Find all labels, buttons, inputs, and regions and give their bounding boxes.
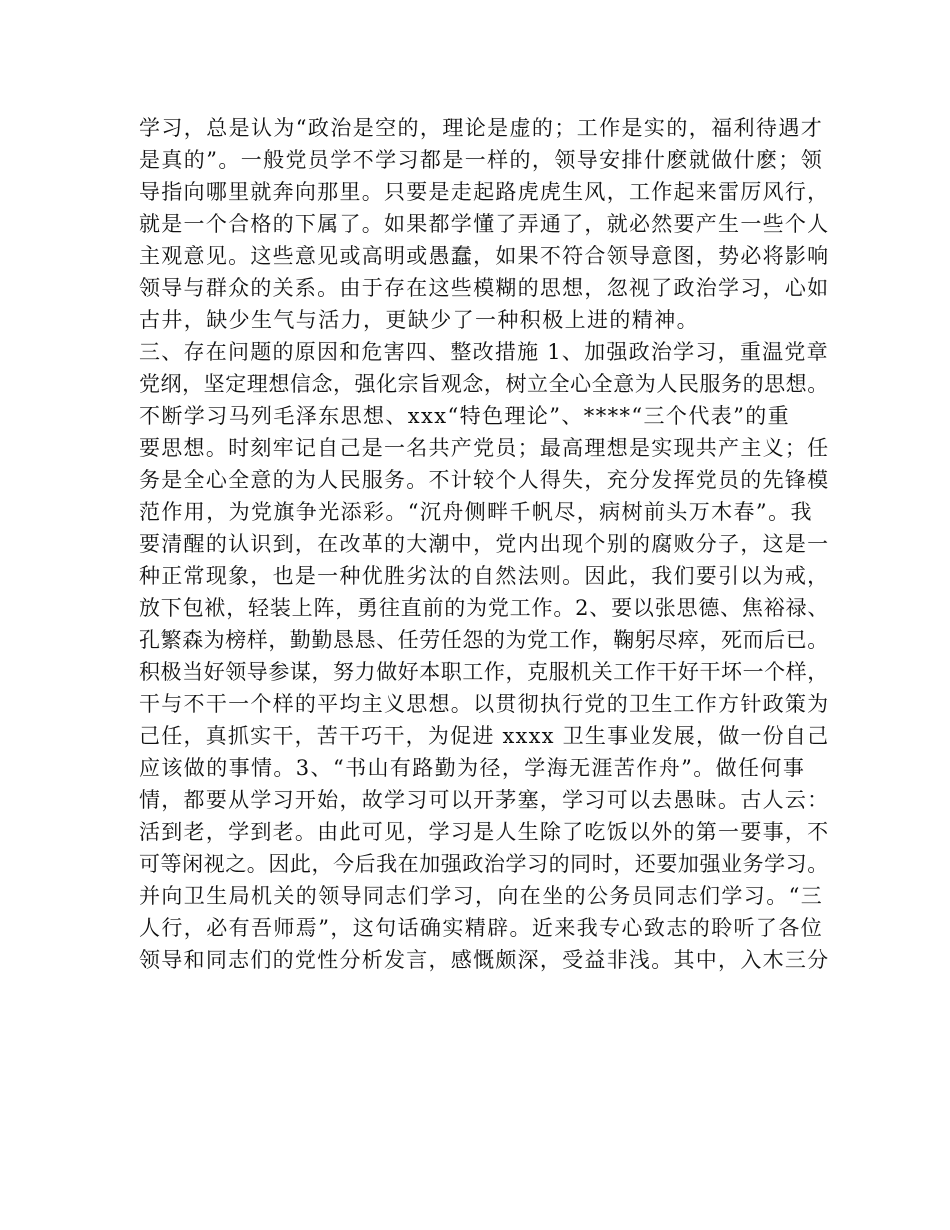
text-line: 活到老，学到老。由此可见，学习是人生除了吃饭以外的第一要事，不 (139, 820, 830, 844)
body-text (139, 112, 829, 976)
text-line: 导指向哪里就奔向那里。只要是走起路虎虎生风，工作起来雷厉风行， (139, 180, 830, 204)
text-line: 主观意见。这些意见或高明或愚蠢，如果不符合领导意图，势必将影响 (139, 244, 830, 268)
text-line: 范作用，为党旗争光添彩。“沉舟侧畔千帆尽，病树前头万木春”。我 (139, 500, 813, 524)
text-line: 干与不干一个样的平均主义思想。以贯彻执行党的卫生工作方针政策为 (139, 692, 830, 716)
text-line: 并向卫生局机关的领导同志们学习，向在坐的公务员同志们学习。“三 (139, 884, 824, 908)
text-line: 人行，必有吾师焉”，这句话确实精辟。近来我专心致志的聆听了各位 (139, 916, 824, 940)
text-line: 三、存在问题的原因和危害四、整改措施 1、加强政治学习，重温党章 (139, 340, 829, 364)
text-line: 应该做的事情。3、“书山有路勤为径，学海无涯苦作舟”。做任何事 (139, 756, 806, 780)
text-line: 情，都要从学习开始，故学习可以开茅塞，学习可以去愚昧。古人云： (139, 788, 830, 812)
text-line: 领导和同志们的党性分析发言，感慨颇深，受益非浅。其中，入木三分 (139, 948, 830, 972)
text-line: 领导与群众的关系。由于存在这些模糊的思想，忽视了政治学习，心如 (139, 276, 830, 300)
text-line: 要思想。时刻牢记自己是一名共产党员；最高理想是实现共产主义；任 (139, 436, 830, 460)
text-line: 可等闲视之。因此，今后我在加强政治学习的同时，还要加强业务学习。 (139, 852, 829, 876)
text-line: 务是全心全意的为人民服务。不计较个人得失，充分发挥党员的先锋模 (139, 468, 830, 492)
text-line: 种正常现象，也是一种优胜劣汰的自然法则。因此，我们要引以为戒， (139, 564, 830, 588)
text-line: 放下包袱，轻装上阵，勇往直前的为党工作。2、要以张思德、焦裕禄、 (139, 596, 830, 620)
text-line: 是真的”。一般党员学不学习都是一样的，领导安排什麽就做什麽；领 (139, 148, 824, 172)
text-line: 党纲，坚定理想信念，强化宗旨观念，树立全心全意为人民服务的思想。 (139, 372, 829, 396)
text-line: 积极当好领导参谋，努力做好本职工作，克服机关工作干好干坏一个样， (139, 660, 829, 684)
text-line: 己任，真抓实干，苦干巧干，为促进 xxxx 卫生事业发展，做一份自己 (139, 724, 830, 748)
text-line: 不断学习马列毛泽东思想、xxx“特色理论”、****“三个代表”的重 (139, 404, 791, 428)
text-line: 要清醒的认识到，在改革的大潮中，党内出现个别的腐败分子，这是一 (139, 532, 830, 556)
text-line: 古井，缺少生气与活力，更缺少了一种积极上进的精神。 (139, 308, 699, 332)
text-line: 就是一个合格的下属了。如果都学懂了弄通了，就必然要产生一些个人 (139, 212, 830, 236)
text-line: 孔繁森为榜样，勤勤恳恳、任劳任怨的为党工作，鞠躬尽瘁，死而后已。 (139, 628, 829, 652)
text-line: 学习，总是认为“政治是空的，理论是虚的；工作是实的，福利待遇才 (139, 116, 824, 140)
